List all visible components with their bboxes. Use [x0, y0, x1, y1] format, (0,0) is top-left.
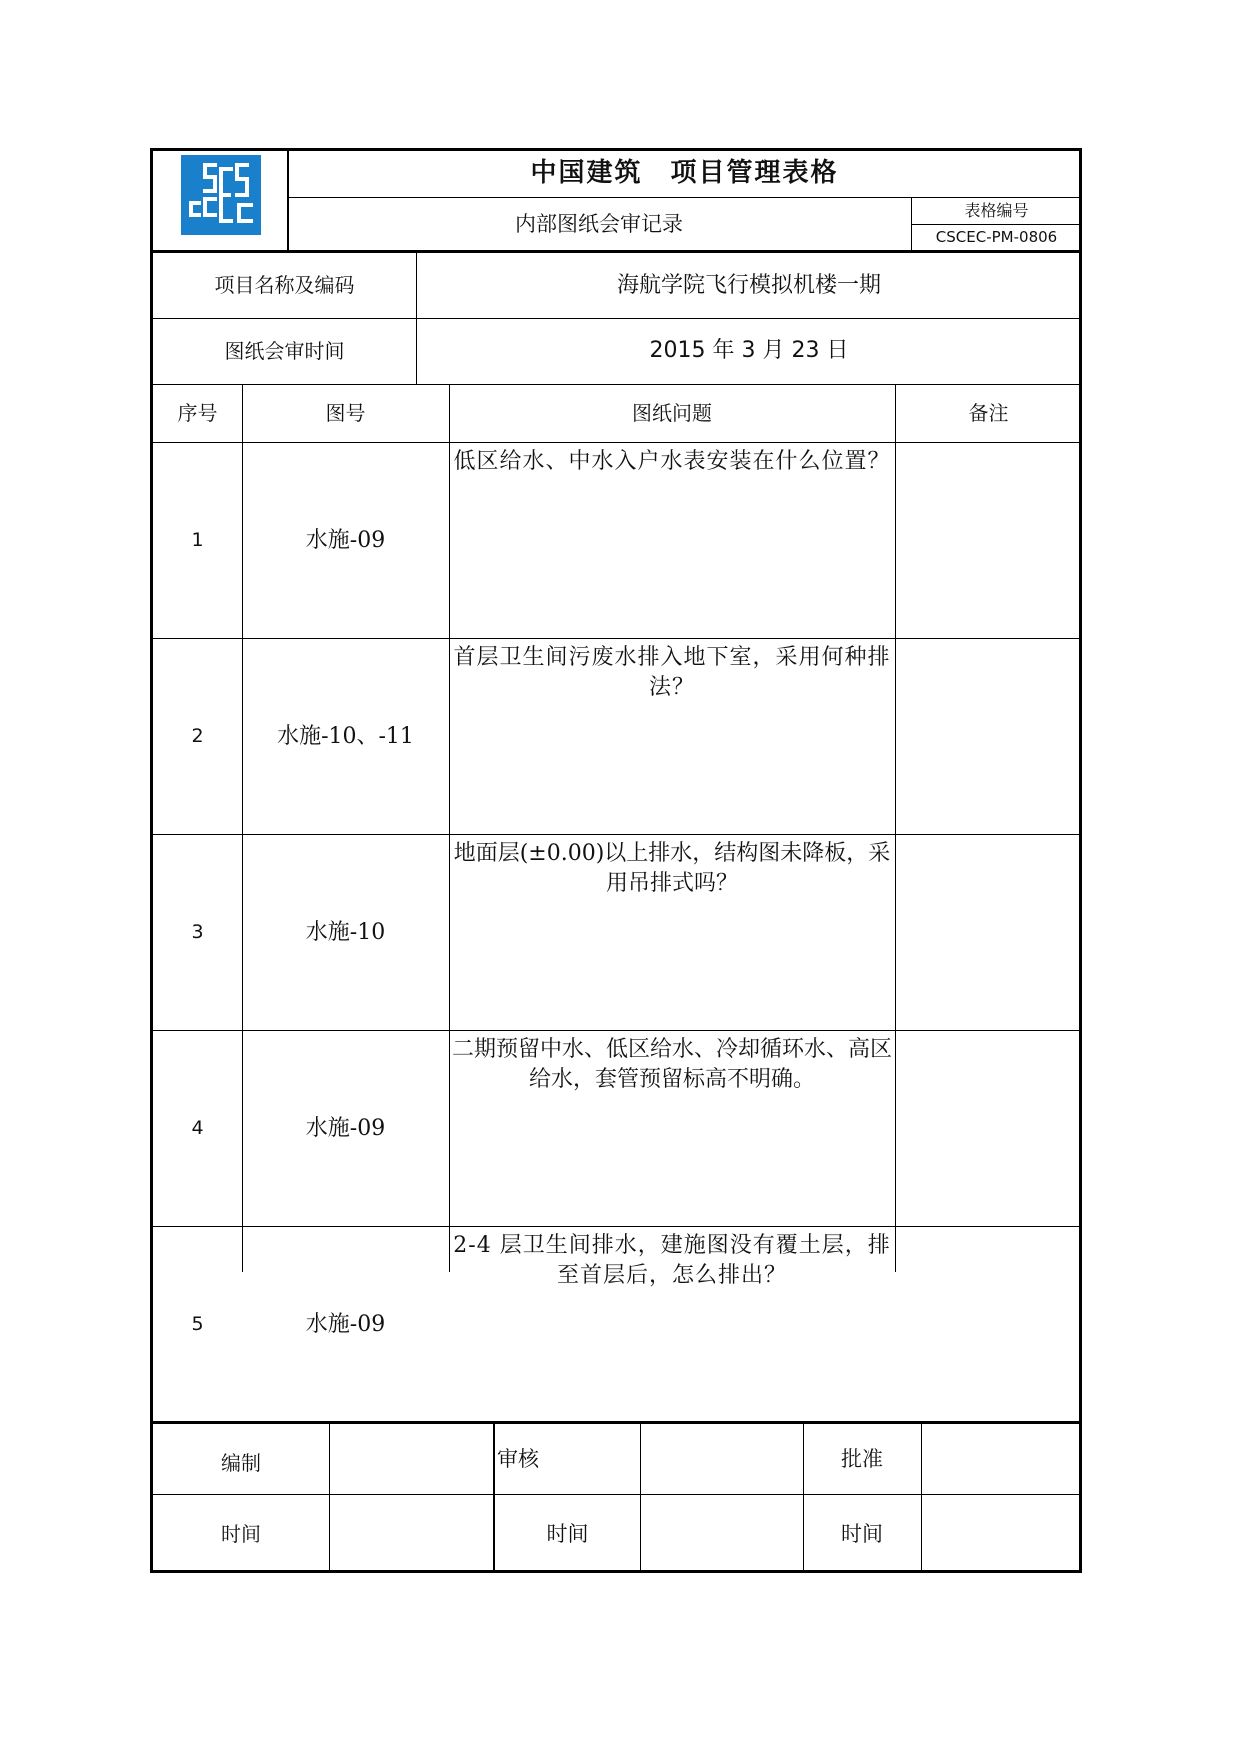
remark [895, 1031, 1082, 1226]
column-header-remark: 备注 [968, 401, 1009, 425]
project-name-value: 海航学院飞行模拟机楼一期 [616, 272, 881, 298]
approve-time-label: 时间 [841, 1521, 883, 1546]
drawing-question: 地面层(±0.00)以上排水，结构图未降板，采用吊排式吗？ [453, 841, 891, 896]
reviewed-by-field[interactable] [640, 1424, 803, 1494]
drawing-review-form [150, 148, 1082, 1573]
approved-by-field[interactable] [921, 1424, 1082, 1494]
compile-time-field[interactable] [329, 1495, 493, 1573]
row-number: 1 [191, 528, 204, 551]
remark [895, 1227, 1082, 1422]
compiled-by-label: 编制 [221, 1450, 261, 1475]
row-number: 2 [191, 724, 204, 747]
remark [895, 639, 1082, 834]
drawing-number: 水施-09 [305, 1115, 386, 1141]
row-number: 3 [191, 920, 204, 943]
drawing-number: 水施-09 [305, 1311, 386, 1337]
drawing-question: 二期预留中水、低区给水、冷却循环水、高区给水，套管预留标高不明确。 [451, 1037, 892, 1092]
review-time-label: 时间 [546, 1521, 589, 1546]
column-header-question: 图纸问题 [632, 401, 712, 425]
column-header-drawing: 图号 [325, 401, 366, 425]
drawing-number: 水施-09 [305, 527, 386, 553]
company-form-title: 中国建筑 项目管理表格 [530, 158, 839, 189]
cscec-logo [181, 155, 261, 235]
drawing-number: 水施-10 [305, 919, 386, 945]
review-date-value: 2015 年 3 月 23 日 [649, 338, 849, 364]
remark [895, 835, 1082, 1030]
form-code-label: 表格编号 [964, 200, 1029, 220]
project-name-label: 项目名称及编码 [214, 273, 355, 297]
compile-time-label: 时间 [221, 1521, 261, 1546]
row-number: 4 [191, 1116, 204, 1139]
review-time-field[interactable] [640, 1495, 803, 1573]
form-code: CSCEC-PM-0806 [935, 228, 1058, 247]
drawing-question: 首层卫生间污废水排入地下室，采用何种排法？ [453, 645, 891, 700]
form-name: 内部图纸会审记录 [515, 211, 683, 236]
drawing-question: 低区给水、中水入户水表安装在什么位置？ [453, 449, 891, 474]
review-date-label: 图纸会审时间 [224, 338, 345, 363]
reviewed-by-label: 审核 [497, 1446, 539, 1471]
drawing-question: 2-4 层卫生间排水，建施图没有覆土层，排至首层后，怎么排出？ [453, 1233, 891, 1288]
remark [895, 443, 1082, 638]
approve-time-field[interactable] [921, 1495, 1082, 1573]
compiled-by-field[interactable] [329, 1424, 493, 1494]
row-number: 5 [191, 1312, 204, 1335]
column-header-no: 序号 [177, 401, 218, 425]
cscec-logo-icon [181, 155, 261, 235]
approved-by-label: 批准 [841, 1446, 883, 1471]
drawing-number: 水施-10、-11 [277, 723, 414, 749]
